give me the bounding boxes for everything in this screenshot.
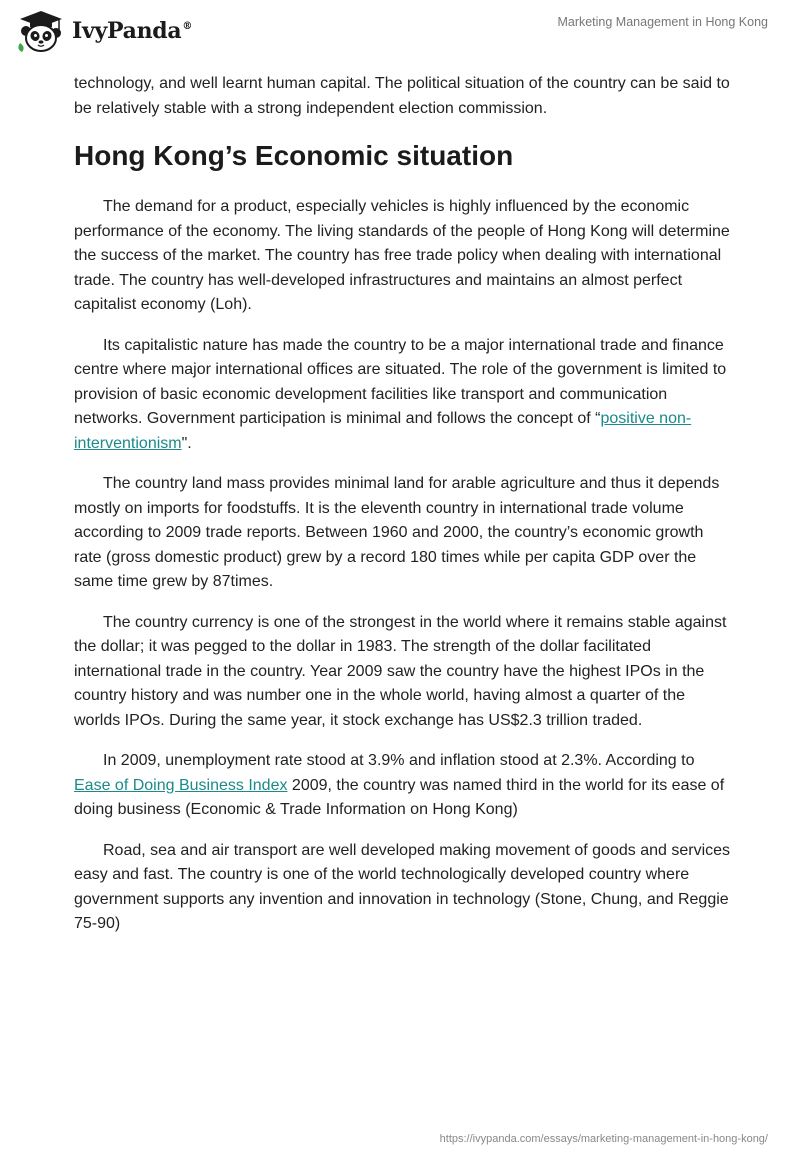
- brand-text: IvyPanda: [72, 18, 182, 44]
- ease-of-doing-business-link[interactable]: Ease of Doing Business Index: [74, 776, 288, 794]
- brand-name: [72, 18, 192, 44]
- paragraph-5-text-before: In 2009, unemployment rate stood at 3.9% and inflation stood at 2.3%. According to: [103, 752, 695, 769]
- intro-continuation: technology, and well learnt human capital. The political situation of the country can be said to be relatively stable with a strong independent election commission.: [74, 75, 730, 117]
- paragraph-6: Road, sea and air transport are well developed making movement of goods and services easy and fast. The country is one of the world technologically developed country where government supports any invention and innovation in technology (Stone, Chung, and Reggie 75-90): [74, 841, 731, 932]
- paragraph-5-text-after: 2009, the country was named third in the world for its ease of doing business (Economic & Trade Information on Hong Kong): [74, 776, 725, 818]
- article-body: [74, 72, 734, 953]
- registered-mark: ®: [182, 21, 193, 32]
- paragraph-2-text-after: ".: [181, 434, 192, 452]
- paragraph-2: [74, 334, 734, 457]
- page-header: [0, 0, 800, 70]
- paragraph-4: The country currency is one of the strongest in the world where it remains stable against the dollar; it was pegged to the dollar in 1983. The strength of the dollar facilitated international trade in the country. Year 2009 saw the country have the highest IPOs in the country history and was number one in the whole world, having almost a quarter of the worlds IPOs. During the same year, it stock exchange has US$2.3 trillion traded.: [74, 613, 727, 729]
- paragraph-1: The demand for a product, especially vehicles is highly influenced by the economic performance of the economy. The living standards of the people of Hong Kong will determine the success of the market. The country has free trade policy when dealing with international trade. The country has well-developed infrastructures and maintains an almost perfect capitalist economy (Loh).: [74, 198, 730, 313]
- paragraph-3: The country land mass provides minimal land for arable agriculture and thus it depends mostly on imports for foodstuffs. It is the eleventh country in international trade volume according to 2009 trade reports. Between 1960 and 2000, the country’s economic growth rate (gross domestic product) grew by a record 180 times while per capita GDP over the same time grew by 87times.: [74, 475, 720, 590]
- ivypanda-logo[interactable]: [16, 9, 192, 53]
- paragraph-5: [74, 749, 734, 823]
- positive-non-interventionism-link[interactable]: positive non-interventionism: [74, 410, 692, 452]
- panda-logo-icon: [16, 9, 66, 53]
- paragraph-2-text-before: Its capitalistic nature has made the country to be a major international trade and finance centre where major international offices are situated. The role of the government is limited to provision of basic economic development facilities like transport and communication networks. Government participation is minimal and follows the concept of “: [74, 336, 727, 427]
- running-title: Marketing Management in Hong Kong: [557, 15, 768, 29]
- section-heading: Hong Kong’s Economic situation: [74, 140, 514, 171]
- footer-url: https://ivypanda.com/essays/marketing-management-in-hong-kong/: [439, 1133, 768, 1145]
